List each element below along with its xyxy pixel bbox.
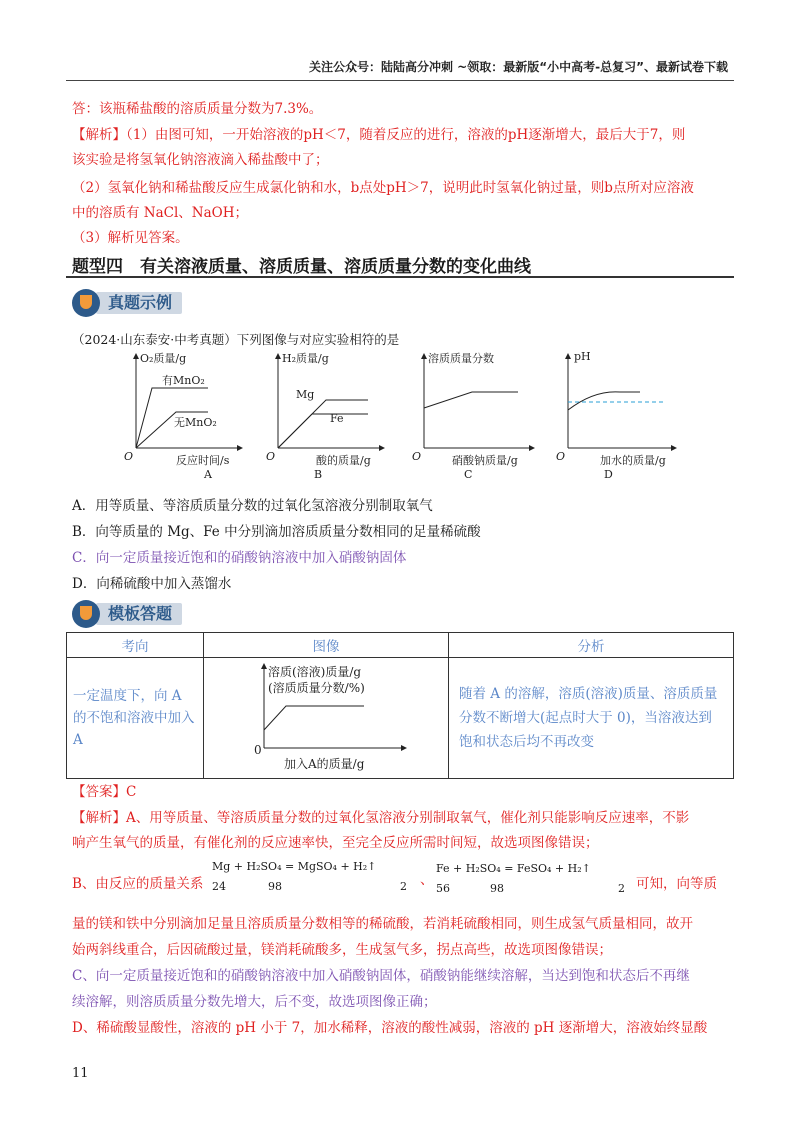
graph-d-origin: O <box>556 450 566 463</box>
graph-c-letter: C <box>464 468 473 481</box>
equation-mg: Mg + H₂SO₄ = MgSO₄ + H₂↑ <box>212 860 377 873</box>
prev-analysis-1 <box>72 123 685 143</box>
equation-mg-98: 98 <box>268 880 282 893</box>
prev-answer: 答：该瓶稀盐酸的溶质质量分数为7.3%。 <box>72 101 323 117</box>
badge-real-exam <box>72 289 202 317</box>
analysis-tag: 【解析】 <box>72 127 126 143</box>
solution-a2: 响产生氧气的质量，有催化剂的反应速率快，至完全反应所需时间短，故选项图像错误； <box>72 835 599 851</box>
table-header: 图像 <box>204 633 449 658</box>
equation-fe-56: 56 <box>436 882 450 895</box>
graph-a <box>124 351 240 481</box>
equation-mg-24: 24 <box>212 880 226 893</box>
graph-b-curve2: Fe <box>330 412 344 425</box>
option-b: B．向等质量的 Mg、Fe 中分别滴加溶质质量分数相同的足量稀硫酸 <box>72 524 481 540</box>
graph-a-letter: A <box>204 468 212 481</box>
template-graph-y2: (溶质质量分数/%) <box>268 681 365 695</box>
solution-b-pre: B、由反应的质量关系 <box>72 876 204 892</box>
equation-fe-98: 98 <box>490 882 504 895</box>
flask-icon <box>72 600 100 628</box>
option-a: A．用等质量、等溶质质量分数的过氧化氢溶液分别制取氧气 <box>72 498 433 514</box>
solution-answer: 【答案】C <box>72 784 137 800</box>
template-table <box>66 632 734 779</box>
section-title: 题型四 有关溶液质量、溶质质量、溶质质量分数的变化曲线 <box>72 257 531 277</box>
solution-b2: 量的镁和铁中分别滴加足量且溶质质量分数相等的稀硫酸，若消耗硫酸相同，则生成氢气质量相同，故开 <box>72 916 693 932</box>
equation-separator: 、 <box>420 872 434 888</box>
flask-icon <box>72 289 100 317</box>
prev-analysis-2: （2）氢氧化钠和稀盐酸反应生成氯化钠和水，b点处pH＞7，说明此时氢氧化钠过量，则b点所对应溶液 <box>72 180 694 196</box>
graph-d <box>556 350 674 481</box>
solution-a1-text: A、用等质量、等溶质质量分数的过氧化氢溶液分别制取氧气，催化剂只能影响反应速率，不影 <box>126 810 690 826</box>
graph-b-curve1: Mg <box>296 388 315 401</box>
solution-a1 <box>72 806 689 826</box>
badge-label: 真题示例 <box>96 292 182 314</box>
table-cell-analysis: 随着 A 的溶解，溶质(溶液)质量、溶质质量分数不断增大(起点时大于 0)，当溶液达到饱和状态后均不再改变 <box>449 658 734 779</box>
header-rule <box>66 80 734 81</box>
graph-a-curve2: 无MnO₂ <box>174 416 217 429</box>
page-header: 关注公众号：陆陆高分冲刺 ~领取：最新版“小中高考-总复习”、最新试卷下载 <box>309 60 728 74</box>
equation-mg-2: 2 <box>400 880 407 893</box>
prev-analysis-2b: 中的溶质有 NaCl、NaOH； <box>72 205 249 221</box>
badge-label: 模板答题 <box>96 603 182 625</box>
graph-c-xlabel: 硝酸钠质量/g <box>452 454 518 467</box>
badge-template <box>72 600 202 628</box>
graph-b <box>266 351 382 481</box>
solution-b3: 始两斜线重合，后因硫酸过量，镁消耗硫酸多，生成氢气多，拐点高些，故选项图像错误； <box>72 942 612 958</box>
equation-fe-2: 2 <box>618 882 625 895</box>
graph-b-xlabel: 酸的质量/g <box>316 454 371 467</box>
graph-a-xlabel: 反应时间/s <box>176 454 230 467</box>
solution-c2: 续溶解，则溶质质量分数先增大，后不变，故选项图像正确； <box>72 994 437 1010</box>
template-graph-origin: 0 <box>254 743 262 757</box>
option-d: D．向稀硫酸中加入蒸馏水 <box>72 576 232 592</box>
graph-b-origin: O <box>266 450 276 463</box>
graph-a-ylabel: O₂质量/g <box>140 352 187 365</box>
graph-a-curve1: 有MnO₂ <box>162 374 205 387</box>
solution-d1: D、稀硫酸显酸性，溶液的 pH 小于 7，加水稀释，溶液的酸性减弱，溶液的 pH 逐渐增大，溶液始终显酸 <box>72 1020 708 1036</box>
graph-c-origin: O <box>412 450 422 463</box>
analysis-text: （1）由图可知，一开始溶液的pH＜7，随着反应的进行，溶液的pH逐渐增大，最后大于7，则 <box>126 127 686 143</box>
graph-d-ylabel: pH <box>574 350 591 363</box>
template-graph-xlabel: 加入A的质量/g <box>284 757 365 771</box>
equation-fe: Fe + H₂SO₄ = FeSO₄ + H₂↑ <box>436 862 591 875</box>
template-graph-y1: 溶质(溶液)质量/g <box>268 665 362 679</box>
option-c: C．向一定质量接近饱和的硝酸钠溶液中加入硝酸钠固体 <box>72 550 407 566</box>
graph-d-letter: D <box>604 468 613 481</box>
graph-b-ylabel: H₂质量/g <box>282 352 329 365</box>
template-graph <box>204 658 444 774</box>
table-header: 分析 <box>449 633 734 658</box>
prev-analysis-1b: 该实验是将氢氧化钠溶液滴入稀盐酸中了； <box>72 152 329 168</box>
question-stem: （2024·山东泰安·中考真题）下列图像与对应实验相符的是 <box>72 332 400 347</box>
graph-a-origin: O <box>124 450 134 463</box>
table-cell-graph <box>204 658 449 779</box>
prev-analysis-3: （3）解析见答案。 <box>72 230 189 246</box>
question-graphs <box>100 348 700 488</box>
table-cell-direction: 一定温度下，向 A 的不饱和溶液中加入 A <box>67 658 204 779</box>
graph-c-ylabel: 溶质质量分数 <box>428 352 494 365</box>
table-row <box>67 658 734 779</box>
solution-c1: C、向一定质量接近饱和的硝酸钠溶液中加入硝酸钠固体，硝酸钠能继续溶解，当达到饱和状态后不再继 <box>72 968 690 984</box>
table-header-row <box>67 633 734 658</box>
table-header: 考向 <box>67 633 204 658</box>
section-rule <box>66 276 734 278</box>
page-number: 11 <box>72 1066 89 1081</box>
graph-b-letter: B <box>314 468 323 481</box>
solution-tag: 【解析】 <box>72 810 126 826</box>
solution-b-post: 可知，向等质 <box>636 876 717 892</box>
graph-d-xlabel: 加水的质量/g <box>600 454 666 467</box>
graph-c <box>412 351 532 481</box>
